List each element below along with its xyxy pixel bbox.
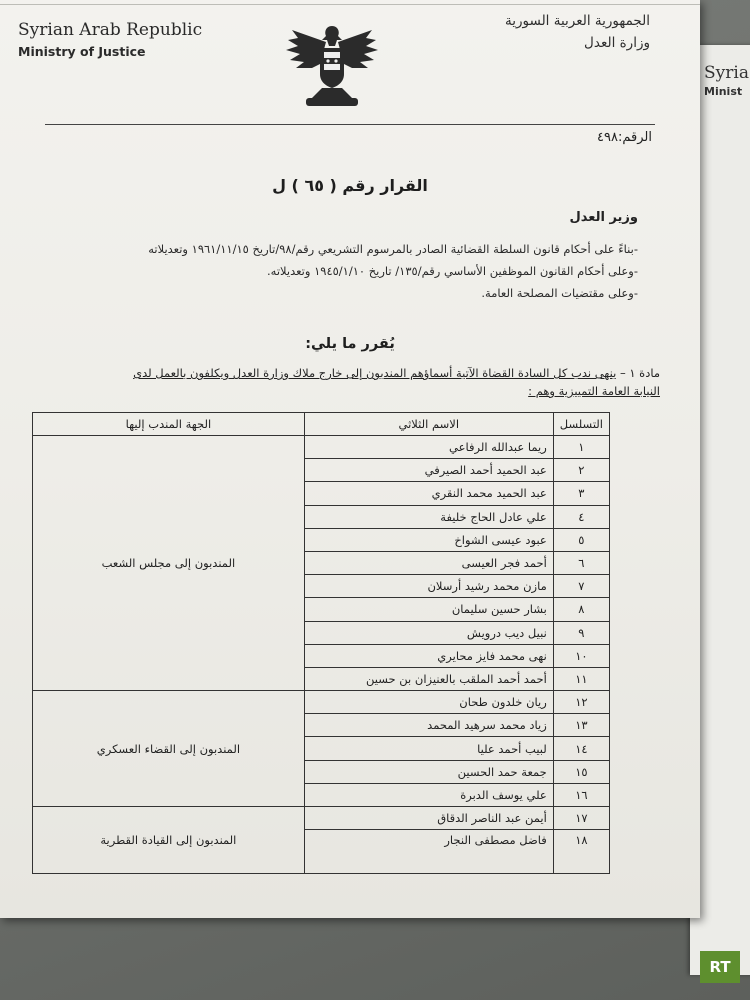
english-header	[18, 20, 202, 59]
destination-group: المندبون إلى القضاء العسكري	[33, 691, 305, 807]
table-header-row	[33, 413, 610, 436]
judges-table	[32, 412, 610, 874]
table-row	[33, 691, 610, 714]
preamble-line: -بناءً على أحكام قانون السلطة القضائية الصادر بالمرسوم التشريعي رقم/٩٨/تاريخ ١٩٦١/١١/١٥ وتعديلاته	[148, 242, 638, 256]
ministry-name-ar: وزارة العدل	[584, 35, 650, 51]
row-number: ١٦	[553, 783, 609, 806]
row-number: ١٧	[553, 807, 609, 830]
reference-number: الرقم:٤٩٨	[597, 130, 652, 145]
header-name: الاسم الثلاثي	[304, 413, 553, 436]
judge-name: لبيب أحمد عليا	[304, 737, 553, 760]
judge-name: بشار حسين سليمان	[304, 598, 553, 621]
preamble	[18, 238, 638, 304]
ministry-name-en: Ministry of Justice	[18, 44, 146, 59]
row-number: ٤	[553, 505, 609, 528]
paper-edge	[0, 4, 700, 5]
destination-group: المندبون إلى القيادة القطرية	[33, 807, 305, 874]
judge-name: علي يوسف الدبرة	[304, 783, 553, 806]
judge-name: علي عادل الحاج خليفة	[304, 505, 553, 528]
row-number: ٥	[553, 528, 609, 551]
row-number: ٢	[553, 459, 609, 482]
row-number: ٧	[553, 575, 609, 598]
rt-watermark-logo: RT	[700, 951, 740, 983]
article-1	[20, 364, 660, 400]
article-text-1: ينهى ندب كل السادة القضاة الآتية أسماؤهم المندبون إلى خارج ملاك وزارة العدل ويكلفون بالعمل لدى	[133, 366, 617, 380]
header-divider	[45, 124, 655, 125]
destination-group: المندبون إلى مجلس الشعب	[33, 436, 305, 691]
judge-name: أحمد أحمد الملقب بالعنيزان بن حسين	[304, 667, 553, 690]
row-number: ١٢	[553, 691, 609, 714]
header-seq: التسلسل	[553, 413, 609, 436]
country-name-en: Syrian Arab Republic	[18, 20, 203, 40]
row-number: ٩	[553, 621, 609, 644]
judge-name: نهى محمد فايز محايري	[304, 644, 553, 667]
preamble-line: -وعلى أحكام القانون الموظفين الأساسي رقم/١٣٥/ تاريخ ١٩٤٥/١/١٠ وتعديلاته.	[267, 264, 638, 278]
judge-name: أيمن عبد الناصر الدقاق	[304, 807, 553, 830]
judge-name: ريان خلدون طحان	[304, 691, 553, 714]
judge-name: عبود عيسى الشواخ	[304, 528, 553, 551]
row-number: ١١	[553, 667, 609, 690]
decides-heading: يُقرر ما يلي:	[305, 336, 395, 352]
minister-heading: وزير العدل	[569, 210, 638, 225]
judge-name: نبيل ديب درويش	[304, 621, 553, 644]
row-number: ١٥	[553, 760, 609, 783]
header-destination: الجهة المندب إليها	[33, 413, 305, 436]
arabic-header	[505, 10, 650, 54]
underlying-sheet-title: Syria	[704, 63, 749, 83]
preamble-line: -وعلى مقتضيات المصلحة العامة.	[481, 286, 638, 300]
row-number: ١٨	[553, 830, 609, 874]
row-number: ٦	[553, 551, 609, 574]
decision-title: القرار رقم ( ٦٥ ) ل	[272, 176, 428, 195]
underlying-sheet-subtitle: Minist	[704, 85, 743, 98]
judge-name: عبد الحميد أحمد الصيرفي	[304, 459, 553, 482]
judge-name: فاضل مصطفى النجار	[304, 830, 553, 874]
judge-name: عبد الحميد محمد النقري	[304, 482, 553, 505]
row-number: ١٣	[553, 714, 609, 737]
row-number: ٨	[553, 598, 609, 621]
row-number: ١٠	[553, 644, 609, 667]
eagle-emblem-icon	[282, 18, 382, 110]
article-text-2: النيابة العامة التمييزية وهم :	[528, 384, 660, 398]
row-number: ١	[553, 436, 609, 459]
row-number: ٣	[553, 482, 609, 505]
judge-name: ريما عبدالله الرفاعي	[304, 436, 553, 459]
judge-name: زياد محمد سرهيد المحمد	[304, 714, 553, 737]
judge-name: جمعة حمد الحسين	[304, 760, 553, 783]
judge-name: أحمد فجر العيسى	[304, 551, 553, 574]
table-row	[33, 807, 610, 830]
table-row	[33, 436, 610, 459]
judge-name: مازن محمد رشيد أرسلان	[304, 575, 553, 598]
article-label: مادة ١ –	[619, 366, 660, 380]
country-name-ar: الجمهورية العربية السورية	[505, 13, 650, 29]
row-number: ١٤	[553, 737, 609, 760]
